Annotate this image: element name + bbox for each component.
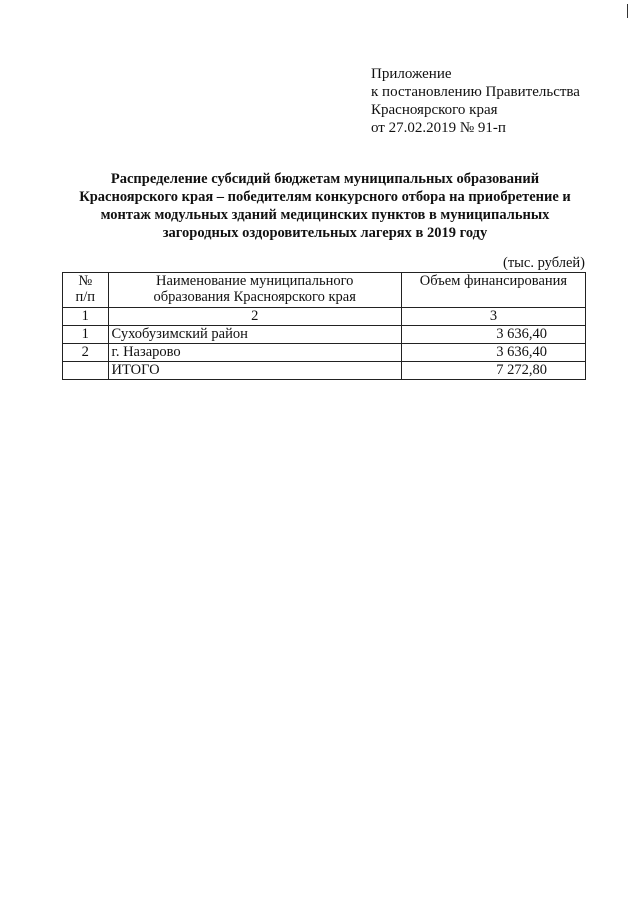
subsidy-table (62, 272, 586, 380)
index-cell: 2 (108, 308, 401, 326)
document-title (60, 170, 590, 242)
table-row (63, 344, 586, 362)
index-cell: 1 (63, 308, 109, 326)
table-row (63, 326, 586, 344)
title-line: Красноярского края – победителям конкурсного отбора на приобретение и (79, 189, 571, 205)
header-name-line: Наименование муниципального (155, 273, 354, 289)
row-name-cell: Сухобузимский район (108, 326, 401, 344)
title-line: Распределение субсидий бюджетам муниципальных образований (110, 171, 540, 187)
index-cell: 3 (401, 308, 585, 326)
row-num-cell: 1 (63, 326, 109, 344)
header-num-line: № (78, 273, 93, 289)
units-note: (тыс. рублей) (503, 255, 585, 271)
appendix-line: Приложение (371, 66, 452, 82)
header-name-cell (108, 273, 401, 308)
table-total-row (63, 362, 586, 380)
row-amount-cell: 3 636,40 (401, 344, 585, 362)
appendix-header (371, 65, 580, 137)
appendix-line: к постановлению Правительства (371, 84, 580, 100)
total-label-cell: ИТОГО (108, 362, 401, 380)
appendix-line: от 27.02.2019 № 91-п (371, 120, 506, 136)
row-amount-cell: 3 636,40 (401, 326, 585, 344)
header-amount-cell: Объем финансирования (401, 273, 585, 308)
header-num-line: п/п (75, 289, 96, 305)
row-name-cell: г. Назарово (108, 344, 401, 362)
total-num-cell (63, 362, 109, 380)
header-name-line: образования Красноярского края (153, 289, 356, 305)
table-header-row (63, 273, 586, 308)
header-num-cell (63, 273, 109, 308)
title-line: монтаж модульных зданий медицинских пунктов в муниципальных (100, 207, 550, 223)
table-index-row (63, 308, 586, 326)
row-num-cell: 2 (63, 344, 109, 362)
title-line: загородных оздоровительных лагерях в 2019 году (162, 225, 488, 241)
scan-mark (627, 4, 628, 18)
total-amount-cell: 7 272,80 (401, 362, 585, 380)
appendix-line: Красноярского края (371, 102, 498, 118)
